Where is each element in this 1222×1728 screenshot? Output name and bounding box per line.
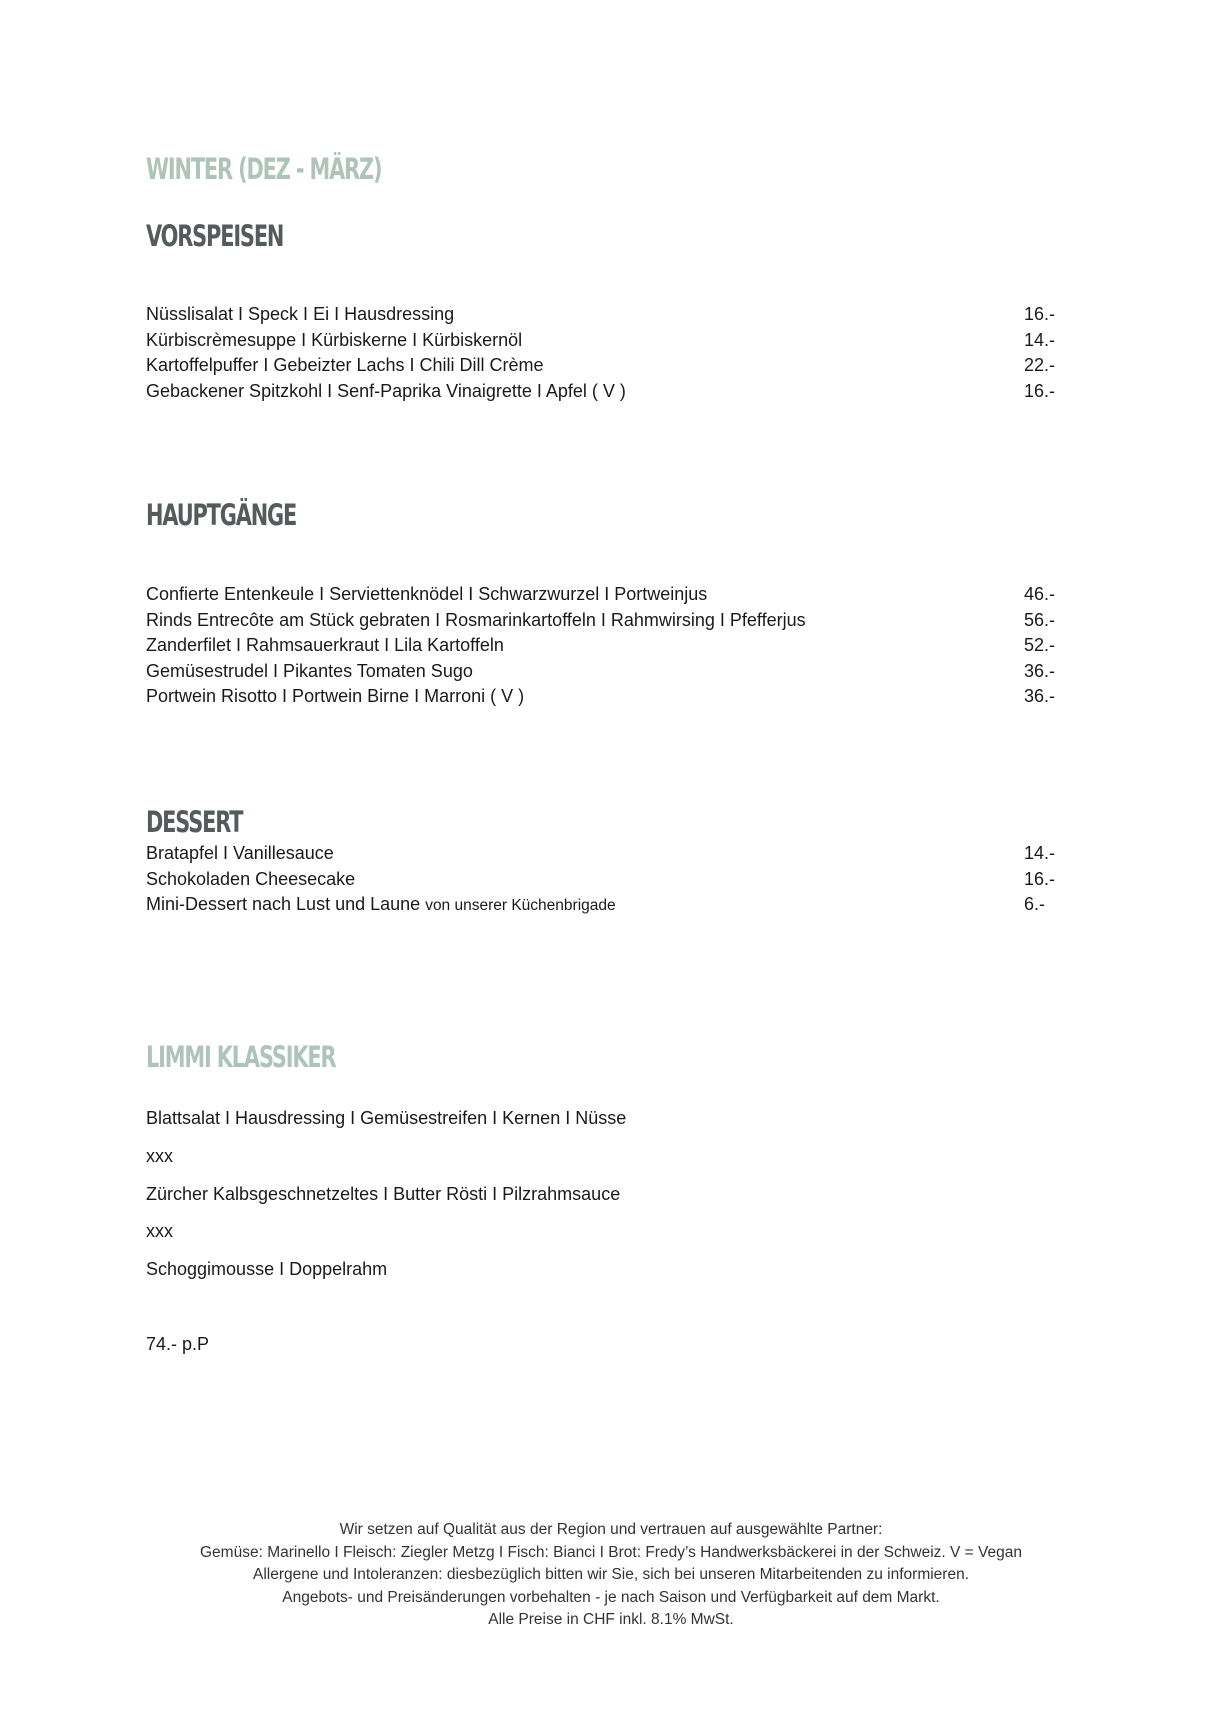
menu-item-name [146, 633, 504, 659]
menu-item [146, 582, 1086, 608]
menu-item-note: von unserer Küchenbrigade [425, 897, 616, 914]
menu-item-price: 36.- [1024, 686, 1056, 706]
menu-item [146, 633, 1086, 659]
menu-item [146, 892, 1086, 918]
menu-item [146, 608, 1086, 634]
menu-item-name [146, 841, 334, 867]
section-title-dessert: DESSERT [146, 805, 243, 839]
menu-item [146, 659, 1086, 685]
klassiker-course-dessert: Schoggimousse I Doppelrahm [146, 1259, 388, 1279]
menu-item [146, 684, 1086, 710]
footer-price-changes-note: Angebots- und Preisänderungen vorbehalten - je nach Saison und Verfügbarkeit auf dem Markt. [282, 1588, 940, 1606]
menu-item-label: Zanderfilet I Rahmsauerkraut I Lila Kartoffeln [146, 635, 504, 655]
hauptgaenge-list [146, 582, 1086, 710]
menu-item-name [146, 867, 355, 893]
menu-item-price: 16.- [1024, 304, 1056, 324]
menu-item [146, 353, 1086, 379]
footer-partners-list: Gemüse: Marinello I Fleisch: Ziegler Metzg I Fisch: Bianci I Brot: Fredy’s Handwerksbäckerei in der Schweiz. V = Vegan [200, 1543, 1022, 1561]
menu-item-label: Portwein Risotto I Portwein Birne I Marroni ( V ) [146, 686, 525, 706]
menu-item-name [146, 582, 707, 608]
menu-item [146, 328, 1086, 354]
menu-item-name [146, 328, 522, 354]
menu-item-name [146, 892, 616, 919]
menu-item-label: Gebackener Spitzkohl I Senf-Paprika Vinaigrette I Apfel ( V ) [146, 380, 626, 401]
dessert-list [146, 841, 1086, 918]
menu-item-price: 56.- [1024, 609, 1056, 630]
menu-item-name [146, 608, 806, 634]
season-title: WINTER (DEZ - MÄRZ) [146, 152, 382, 186]
menu-item-label: Kartoffelpuffer I Gebeizter Lachs I Chili Dill Crème [146, 355, 544, 375]
footer-currency-note: Alle Preise in CHF inkl. 8.1% MwSt. [488, 1611, 734, 1629]
menu-item-price: 22.- [1024, 355, 1056, 375]
menu-item-price: 46.- [1024, 584, 1056, 604]
menu-item-name [146, 353, 544, 379]
menu-item [146, 379, 1086, 405]
menu-item-price: 36.- [1024, 660, 1056, 681]
menu-item-name [146, 302, 454, 328]
klassiker-price: 74.- p.P [146, 1334, 210, 1354]
menu-item-label: Gemüsestrudel I Pikantes Tomaten Sugo [146, 660, 473, 681]
menu-item-name [146, 659, 473, 685]
vorspeisen-list [146, 302, 1086, 404]
menu-item-price: 52.- [1024, 635, 1056, 655]
menu-item-price: 16.- [1024, 868, 1056, 889]
menu-item-label: Rinds Entrecôte am Stück gebraten I Rosmarinkartoffeln I Rahmwirsing I Pfefferjus [146, 609, 806, 630]
menu-item-label: Mini-Dessert nach Lust und Laune [146, 894, 421, 914]
menu-item-price: 6.- [1024, 894, 1046, 914]
klassiker-course-starter: Blattsalat I Hausdressing I Gemüsestreifen I Kernen I Nüsse [146, 1108, 627, 1128]
section-title-vorspeisen: VORSPEISEN [146, 219, 284, 253]
menu-item-label: Bratapfel I Vanillesauce [146, 843, 334, 863]
menu-item-label: Kürbiscrèmesuppe I Kürbiskerne I Kürbiskernöl [146, 329, 523, 350]
footer-notes [0, 1519, 1222, 1632]
menu-item-price: 16.- [1024, 380, 1056, 401]
menu-item [146, 867, 1086, 893]
menu-item-price: 14.- [1024, 843, 1056, 863]
menu-item-name [146, 379, 626, 405]
menu-item-name [146, 684, 524, 710]
menu-item [146, 302, 1086, 328]
menu-item-label: Schokoladen Cheesecake [146, 868, 356, 889]
menu-item-label: Confierte Entenkeule I Serviettenknödel I Schwarzwurzel I Portweinjus [146, 584, 708, 604]
footer-partners-intro: Wir setzen auf Qualität aus der Region und vertrauen auf ausgewählte Partner: [339, 1521, 883, 1538]
footer-allergens-note: Allergene und Intoleranzen: diesbezüglich bitten wir Sie, sich bei unseren Mitarbeitenden zu informieren. [253, 1566, 969, 1584]
menu-item [146, 841, 1086, 867]
section-title-hauptgaenge: HAUPTGÄNGE [146, 498, 297, 532]
menu-item-price: 14.- [1024, 329, 1056, 350]
klassiker-title: LIMMI KLASSIKER [146, 1040, 336, 1074]
klassiker-course-main: Zürcher Kalbsgeschnetzeltes I Butter Rösti I Pilzrahmsauce [146, 1184, 621, 1204]
klassiker-separator: xxx [146, 1221, 173, 1241]
klassiker-separator: xxx [146, 1146, 173, 1166]
menu-item-label: Nüsslisalat I Speck I Ei I Hausdressing [146, 304, 455, 324]
